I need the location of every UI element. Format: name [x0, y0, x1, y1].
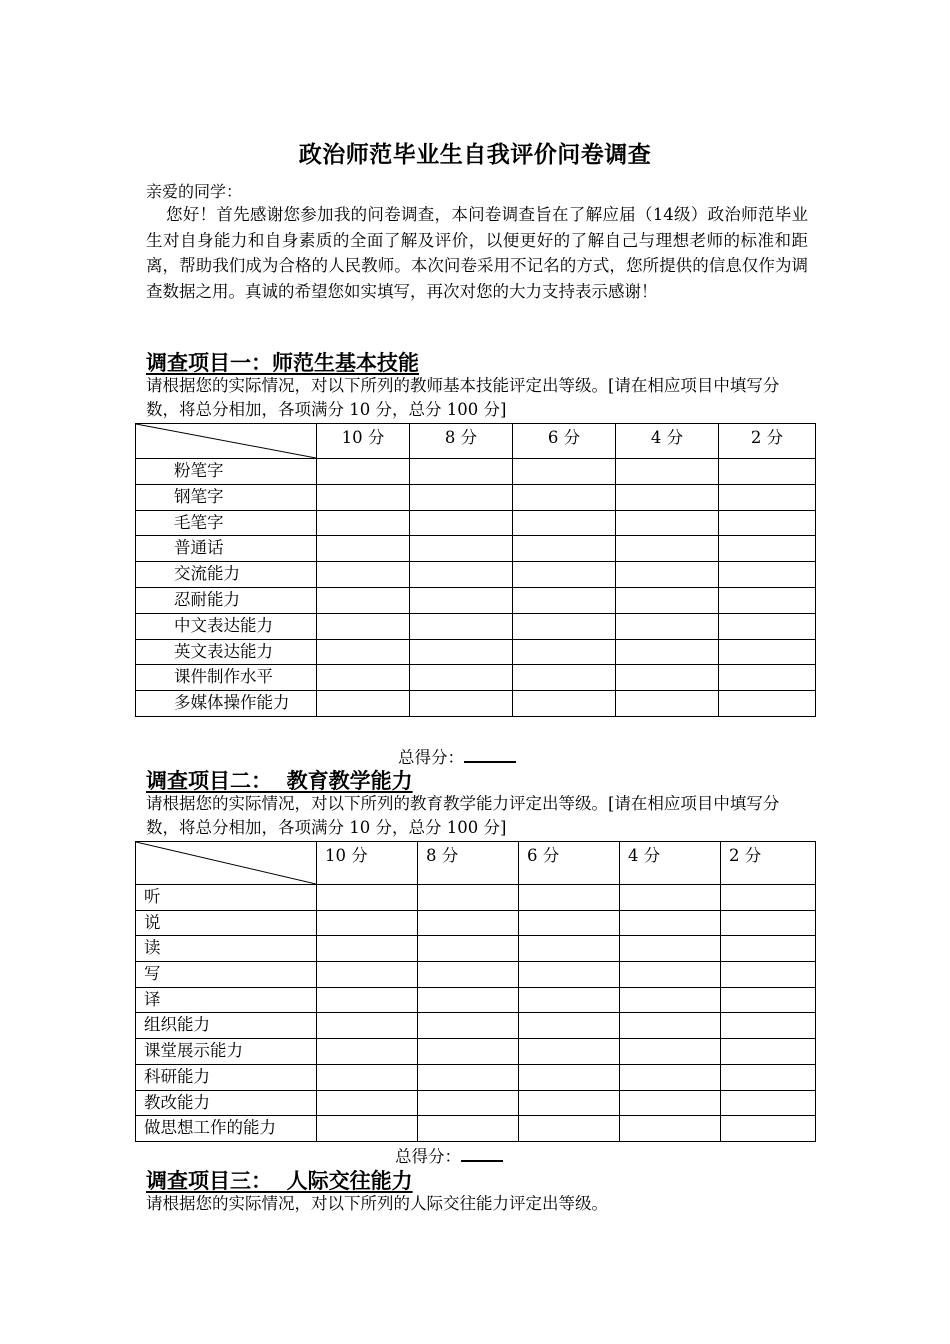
score-cell[interactable] [721, 1064, 816, 1090]
score-cell[interactable] [418, 1064, 519, 1090]
skill-label: 忍耐能力 [136, 587, 317, 613]
diagonal-header-cell [136, 842, 317, 885]
score-cell[interactable] [410, 639, 513, 665]
score-cell[interactable] [418, 1013, 519, 1039]
score-cell[interactable] [620, 1090, 721, 1116]
table-row [136, 1013, 816, 1039]
score-cell[interactable] [513, 536, 616, 562]
section2-rating-table [135, 841, 816, 1142]
score-cell[interactable] [620, 1064, 721, 1090]
table-header-row [136, 424, 816, 459]
score-cell[interactable] [418, 987, 519, 1013]
score-cell[interactable] [519, 936, 620, 962]
score-cell[interactable] [418, 910, 519, 936]
skill-label: 做思想工作的能力 [136, 1116, 317, 1142]
score-cell[interactable] [719, 639, 816, 665]
score-cell[interactable] [513, 587, 616, 613]
score-cell[interactable] [616, 484, 719, 510]
score-cell[interactable] [410, 691, 513, 717]
score-cell[interactable] [418, 1090, 519, 1116]
score-cell[interactable] [317, 910, 418, 936]
table-row [136, 484, 816, 510]
column-header-8: 8 分 [418, 842, 519, 885]
score-cell[interactable] [410, 459, 513, 485]
skill-label: 教改能力 [136, 1090, 317, 1116]
section1-rating-table [135, 423, 816, 717]
skill-label: 说 [136, 910, 317, 936]
skill-label: 课堂展示能力 [136, 1039, 317, 1065]
diagonal-line [136, 842, 316, 884]
score-cell[interactable] [719, 459, 816, 485]
skill-label: 多媒体操作能力 [136, 691, 317, 717]
score-cell[interactable] [418, 1039, 519, 1065]
column-header-6: 6 分 [519, 842, 620, 885]
score-cell[interactable] [620, 987, 721, 1013]
score-cell[interactable] [616, 562, 719, 588]
section2-instruction: 请根据您的实际情况，对以下所列的教育教学能力评定出等级。[请在相应项目中填写分数，将总分相加，各项满分 10 分，总分 100 分] [146, 794, 780, 837]
column-header-2: 2 分 [719, 424, 816, 459]
score-cell[interactable] [410, 510, 513, 536]
score-cell[interactable] [513, 562, 616, 588]
score-cell[interactable] [719, 613, 816, 639]
score-cell[interactable] [719, 484, 816, 510]
score-cell[interactable] [513, 510, 616, 536]
column-header-2: 2 分 [721, 842, 816, 885]
score-cell[interactable] [317, 1039, 418, 1065]
score-cell[interactable] [513, 639, 616, 665]
score-cell[interactable] [513, 665, 616, 691]
section3-heading: 调查项目三： 人际交往能力 [146, 1169, 413, 1193]
score-cell[interactable] [317, 484, 410, 510]
table-row [136, 613, 816, 639]
score-cell[interactable] [519, 1090, 620, 1116]
total-score-label: 总得分： [395, 1147, 461, 1166]
score-cell[interactable] [519, 910, 620, 936]
section2-total [395, 1143, 503, 1167]
score-cell[interactable] [317, 459, 410, 485]
diagonal-line [136, 424, 316, 458]
score-cell[interactable] [519, 962, 620, 988]
table-row [136, 459, 816, 485]
column-header-4: 4 分 [616, 424, 719, 459]
score-cell[interactable] [721, 885, 816, 911]
score-cell[interactable] [513, 691, 616, 717]
score-cell[interactable] [418, 1116, 519, 1142]
score-cell[interactable] [317, 1064, 418, 1090]
score-cell[interactable] [620, 936, 721, 962]
score-cell[interactable] [317, 562, 410, 588]
score-cell[interactable] [620, 962, 721, 988]
score-cell[interactable] [317, 962, 418, 988]
total-score-blank[interactable] [464, 760, 516, 763]
score-cell[interactable] [513, 613, 616, 639]
score-cell[interactable] [721, 910, 816, 936]
score-cell[interactable] [317, 936, 418, 962]
score-cell[interactable] [519, 1116, 620, 1142]
score-cell[interactable] [721, 1116, 816, 1142]
score-cell[interactable] [616, 587, 719, 613]
score-cell[interactable] [721, 1013, 816, 1039]
score-cell[interactable] [519, 987, 620, 1013]
score-cell[interactable] [721, 936, 816, 962]
skill-label: 听 [136, 885, 317, 911]
score-cell[interactable] [616, 459, 719, 485]
score-cell[interactable] [620, 1013, 721, 1039]
table-row [136, 1064, 816, 1090]
score-cell[interactable] [721, 1039, 816, 1065]
score-cell[interactable] [721, 962, 816, 988]
skill-label: 译 [136, 987, 317, 1013]
column-header-6: 6 分 [513, 424, 616, 459]
table-row [136, 639, 816, 665]
score-cell[interactable] [719, 587, 816, 613]
skill-label: 粉笔字 [136, 459, 317, 485]
column-header-10: 10 分 [317, 842, 418, 885]
table-row [136, 936, 816, 962]
score-cell[interactable] [317, 1116, 418, 1142]
score-cell[interactable] [719, 536, 816, 562]
score-cell[interactable] [410, 484, 513, 510]
table-row [136, 536, 816, 562]
table-row [136, 987, 816, 1013]
score-cell[interactable] [317, 665, 410, 691]
table-row [136, 962, 816, 988]
section3-instruction: 请根据您的实际情况，对以下所列的人际交往能力评定出等级。 [146, 1194, 608, 1213]
table-row [136, 665, 816, 691]
table-row [136, 1090, 816, 1116]
table-row [136, 691, 816, 717]
score-cell[interactable] [317, 691, 410, 717]
score-cell[interactable] [513, 459, 616, 485]
score-cell[interactable] [418, 936, 519, 962]
skill-label: 写 [136, 962, 317, 988]
score-cell[interactable] [519, 1064, 620, 1090]
score-cell[interactable] [616, 613, 719, 639]
score-cell[interactable] [620, 885, 721, 911]
score-cell[interactable] [719, 562, 816, 588]
skill-label: 组织能力 [136, 1013, 317, 1039]
column-header-4: 4 分 [620, 842, 721, 885]
table-row [136, 1116, 816, 1142]
table-row [136, 587, 816, 613]
table-row [136, 1039, 816, 1065]
score-cell[interactable] [620, 1116, 721, 1142]
column-header-8: 8 分 [410, 424, 513, 459]
score-cell[interactable] [410, 665, 513, 691]
total-score-blank[interactable] [461, 1159, 503, 1162]
score-cell[interactable] [620, 1039, 721, 1065]
score-cell[interactable] [616, 639, 719, 665]
score-cell[interactable] [616, 536, 719, 562]
document-title: 政治师范毕业生自我评价问卷调查 [298, 142, 652, 168]
score-cell[interactable] [519, 1039, 620, 1065]
skill-label: 课件制作水平 [136, 665, 317, 691]
diagonal-header-cell [136, 424, 317, 459]
score-cell[interactable] [519, 1013, 620, 1039]
section1-total [398, 744, 516, 768]
score-cell[interactable] [721, 1090, 816, 1116]
section1-heading: 调查项目一：师范生基本技能 [146, 351, 419, 375]
score-cell[interactable] [719, 510, 816, 536]
greeting: 亲爱的同学： [146, 182, 243, 201]
score-cell[interactable] [317, 510, 410, 536]
score-cell[interactable] [418, 962, 519, 988]
score-cell[interactable] [519, 885, 620, 911]
skill-label: 钢笔字 [136, 484, 317, 510]
section2-heading: 调查项目二： 教育教学能力 [146, 769, 413, 793]
score-cell[interactable] [317, 613, 410, 639]
score-cell[interactable] [719, 665, 816, 691]
score-cell[interactable] [616, 665, 719, 691]
score-cell[interactable] [317, 536, 410, 562]
skill-label: 读 [136, 936, 317, 962]
skill-label: 中文表达能力 [136, 613, 317, 639]
score-cell[interactable] [317, 885, 418, 911]
score-cell[interactable] [317, 1090, 418, 1116]
score-cell[interactable] [513, 484, 616, 510]
score-cell[interactable] [616, 691, 719, 717]
total-score-label: 总得分： [398, 748, 464, 767]
table-row [136, 562, 816, 588]
score-cell[interactable] [410, 562, 513, 588]
score-cell[interactable] [317, 639, 410, 665]
table-header-row [136, 842, 816, 885]
score-cell[interactable] [719, 691, 816, 717]
table-row [136, 885, 816, 911]
intro-paragraph: 您好！首先感谢您参加我的问卷调查，本问卷调查旨在了解应届（14级）政治师范毕业生对自身能力和自身素质的全面了解及评价，以便更好的了解自己与理想老师的标准和距离，帮助我们成为合格的人民教师。本次问卷采用不记名的方式，您所提供的信息仅作为调查数据之用。真诚的希望您如实填写，再次对您的大力支持表示感谢！ [146, 205, 808, 301]
column-header-10: 10 分 [317, 424, 410, 459]
table-row [136, 910, 816, 936]
skill-label: 科研能力 [136, 1064, 317, 1090]
score-cell[interactable] [317, 587, 410, 613]
score-cell[interactable] [418, 885, 519, 911]
score-cell[interactable] [317, 987, 418, 1013]
skill-label: 普通话 [136, 536, 317, 562]
score-cell[interactable] [616, 510, 719, 536]
score-cell[interactable] [317, 1013, 418, 1039]
skill-label: 英文表达能力 [136, 639, 317, 665]
score-cell[interactable] [721, 987, 816, 1013]
score-cell[interactable] [620, 910, 721, 936]
skill-label: 交流能力 [136, 562, 317, 588]
score-cell[interactable] [410, 536, 513, 562]
skill-label: 毛笔字 [136, 510, 317, 536]
section1-instruction: 请根据您的实际情况，对以下所列的教师基本技能评定出等级。[请在相应项目中填写分数，将总分相加，各项满分 10 分，总分 100 分] [146, 376, 780, 419]
score-cell[interactable] [410, 613, 513, 639]
table-row [136, 510, 816, 536]
score-cell[interactable] [410, 587, 513, 613]
